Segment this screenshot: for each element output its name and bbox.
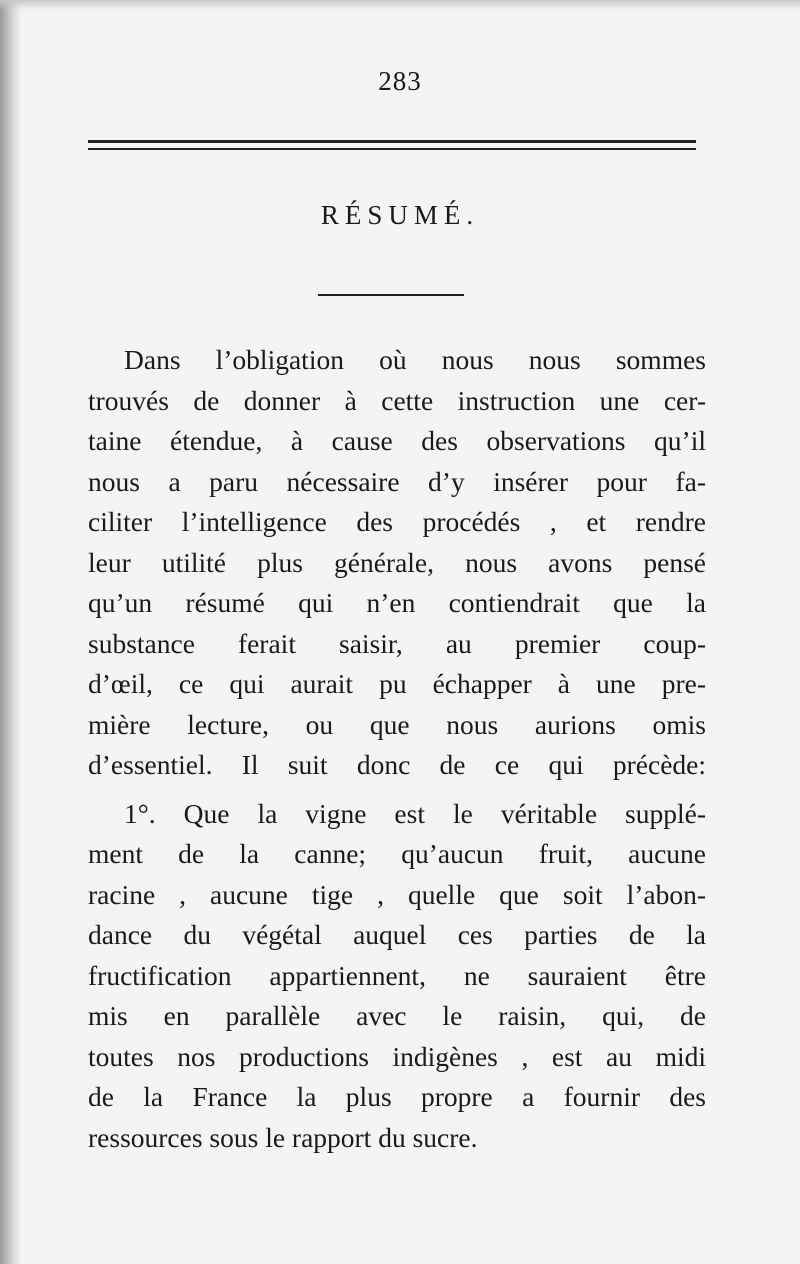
paragraph-1 [88, 340, 706, 786]
body-text [88, 340, 706, 1158]
text-line: dance du végétal auquel ces parties de la [88, 919, 706, 950]
heading-underline-rule [318, 294, 464, 296]
header-rule-thick [88, 140, 696, 143]
text-line: d’œil, ce qui aurait pu échapper à une pre- [88, 668, 706, 699]
text-line: fructification appartiennent, ne sauraient être [88, 959, 706, 991]
text-line: mis en parallèle avec le raisin, qui, de [88, 1000, 706, 1031]
section-heading: RÉSUMÉ. [320, 200, 480, 230]
text-line: qu’un résumé qui n’en contiendrait que la [88, 587, 706, 618]
text-line: ciliter l’intelligence des procédés , et rendre [88, 506, 706, 537]
text-line: 1°. Que la vigne est le véritable supplé- [124, 797, 706, 829]
page-top-shadow [0, 0, 800, 10]
text-line: ment de la canne; qu’aucun fruit, aucune [88, 838, 706, 869]
paragraph-2 [88, 794, 706, 1159]
text-line: Dans l’obligation où nous nous sommes [124, 344, 706, 375]
text-line: taine étendue, à cause des observations qu’il [88, 425, 706, 456]
text-line: nous a paru nécessaire d’y insérer pour fa- [88, 465, 706, 497]
text-line: mière lecture, ou que nous aurions omis [88, 708, 706, 740]
text-line: trouvés de donner à cette instruction une cer- [88, 384, 706, 416]
page-gutter-shadow [0, 0, 22, 1264]
text-line: ressources sous le rapport du sucre. [88, 1121, 478, 1153]
text-line: racine , aucune tige , quelle que soit l’abon- [88, 878, 706, 910]
text-line: de la France la plus propre a fournir des [88, 1081, 706, 1112]
page-number: 283 [378, 66, 422, 96]
text-line: toutes nos productions indigènes , est au midi [88, 1040, 706, 1072]
text-line: d’essentiel. Il suit donc de ce qui précède: [88, 749, 706, 780]
text-line: leur utilité plus générale, nous avons pensé [88, 546, 706, 578]
header-rule-thin [88, 148, 696, 150]
text-line: substance ferait saisir, au premier coup- [88, 627, 706, 659]
